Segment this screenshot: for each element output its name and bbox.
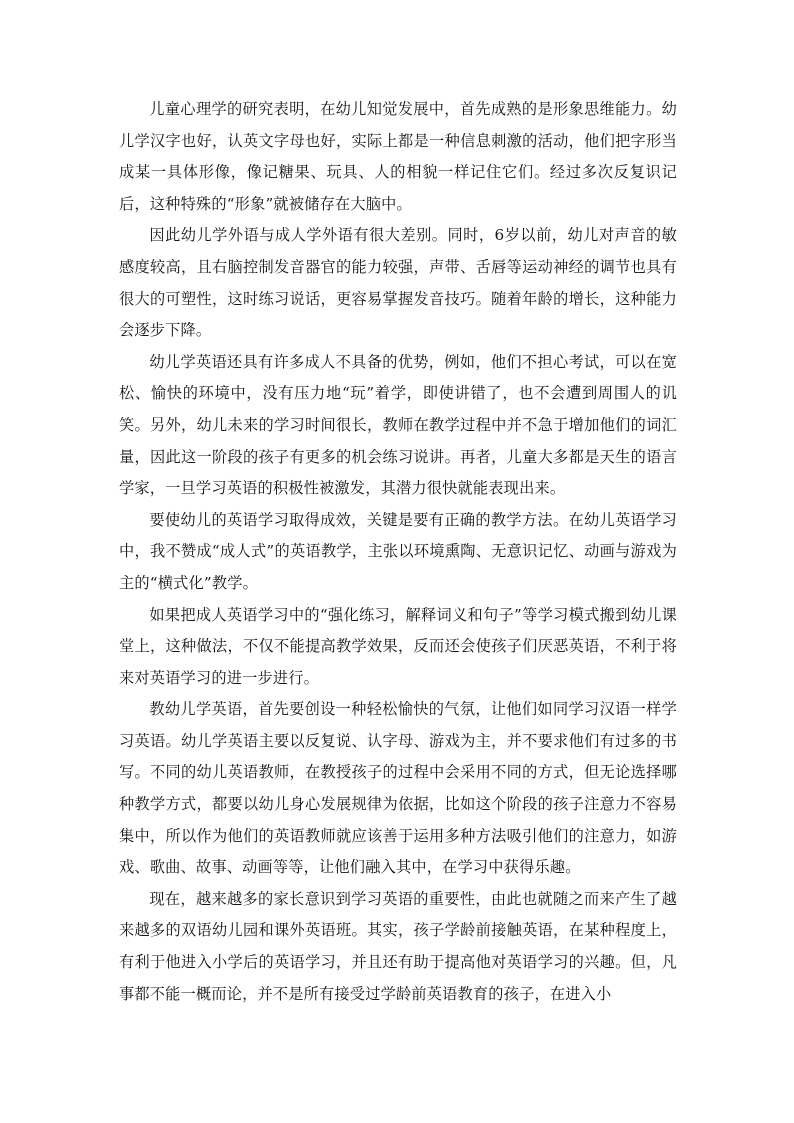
paragraph: 现在，越来越多的家长意识到学习英语的重要性，由此也就随之而来产生了越来越多的双语幼儿园和课外英语班。其实，孩子学龄前接触英语，在某种程度上，有利于他进入小学后的英语学习，并且还有助于提高他对英语学习的兴趣。但，凡事都不能一概而论，并不是所有接受过学龄前英语教育的孩子，在进入小: [119, 889, 677, 1003]
paragraph: 教幼儿学英语，首先要创设一种轻松愉快的气氛，让他们如同学习汉语一样学习英语。幼儿学英语主要以反复说、认字母、游戏为主，并不要求他们有过多的书写。不同的幼儿英语教师，在教授孩子的过程中会采用不同的方式，但无论选择哪种教学方式，都要以幼儿身心发展规律为依据，比如这个阶段的孩子注意力不容易集中，所以作为他们的英语教师就应该善于运用多种方法吸引他们的注意力，如游戏、歌曲、故事、动画等等，让他们融入其中，在学习中获得乐趣。: [119, 700, 677, 877]
document-body: [119, 94, 677, 1010]
paragraph: 如果把成人英语学习中的“强化练习，解释词义和句子”等学习模式搬到幼儿课堂上，这种做法，不仅不能提高教学效果，反而还会使孩子们厌恶英语，不利于将来对英语学习的进一步进行。: [119, 605, 677, 687]
paragraph: 幼儿学英语还具有许多成人不具备的优势，例如，他们不担心考试，可以在宽松、愉快的环境中，没有压力地“玩”着学，即使讲错了，也不会遭到周围人的讥笑。另外，幼儿未来的学习时间很长，教师在教学过程中并不急于增加他们的词汇量，因此这一阶段的孩子有更多的机会练习说讲。再者，儿童大多都是天生的语言学家，一旦学习英语的积极性被激发，其潜力很快就能表现出来。: [119, 352, 677, 498]
paragraph: 要使幼儿的英语学习取得成效，关键是要有正确的教学方法。在幼儿英语学习中，我不赞成“成人式”的英语教学，主张以环境熏陶、无意识记忆、动画与游戏为主的“横式化”教学。: [119, 510, 677, 592]
paragraph: 因此幼儿学外语与成人学外语有很大差别。同时，6岁以前，幼儿对声音的敏感度较高，且右脑控制发音器官的能力较强，声带、舌唇等运动神经的调节也具有很大的可塑性，这时练习说话，更容易掌握发音技巧。随着年龄的增长，这种能力会逐步下降。: [119, 226, 677, 340]
paragraph: 儿童心理学的研究表明，在幼儿知觉发展中，首先成熟的是形象思维能力。幼儿学汉字也好，认英文字母也好，实际上都是一种信息刺激的活动，他们把字形当成某一具体形像，像记糖果、玩具、人的相貌一样记住它们。经过多次反复识记后，这种特殊的“形象”就被储存在大脑中。: [119, 100, 677, 213]
